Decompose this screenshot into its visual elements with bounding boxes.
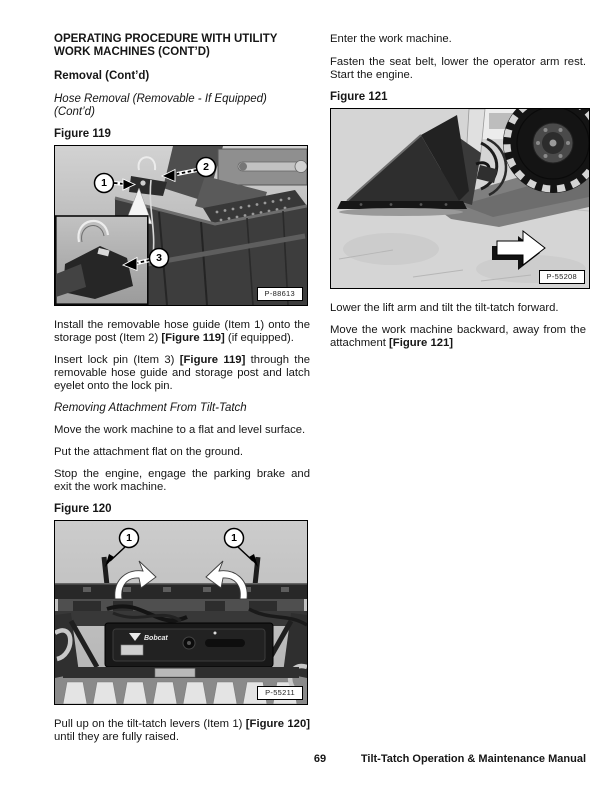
figure-119-illustration bbox=[55, 146, 307, 305]
brand-label: Bobcat bbox=[144, 635, 168, 642]
para-fasten: Fasten the seat belt, lower the operator arm rest. Start the engine. bbox=[330, 56, 586, 81]
photo-id-label: P-88613 bbox=[257, 287, 303, 302]
page-number: 69 bbox=[313, 753, 327, 765]
callout-1-left: 1 bbox=[126, 532, 132, 544]
para-lower-arm: Lower the lift arm and tilt the tilt-tatch forward. bbox=[330, 302, 559, 314]
removal-subheading: Removal (Cont’d) bbox=[54, 70, 150, 82]
right-column bbox=[330, 33, 586, 359]
photo-id-label: P-55211 bbox=[257, 686, 303, 701]
figure-120-illustration bbox=[55, 521, 307, 704]
callout-1-right: 1 bbox=[231, 532, 237, 544]
figure-120-photo bbox=[54, 520, 308, 705]
callout-1: 1 bbox=[101, 177, 107, 189]
figure-119-caption: Figure 119 bbox=[54, 128, 111, 140]
callout-2: 2 bbox=[203, 161, 209, 173]
figure-120-caption: Figure 120 bbox=[54, 503, 112, 515]
figure-121-illustration bbox=[331, 109, 589, 288]
removing-attachment-heading: Removing Attachment From Tilt-Tatch bbox=[54, 402, 247, 414]
para-move-backward: Move the work machine backward, away from the attachment [Figure 121] bbox=[330, 324, 586, 349]
hose-removal-heading: Hose Removal (Removable - If Equipped) (Cont’d) bbox=[54, 93, 267, 118]
callout-3: 3 bbox=[156, 252, 162, 264]
left-column bbox=[54, 33, 310, 753]
para-enter: Enter the work machine. bbox=[330, 33, 452, 45]
para-move-flat: Move the work machine to a flat and level surface. bbox=[54, 424, 306, 436]
photo-id-label: P-55208 bbox=[539, 270, 585, 285]
para-put-flat: Put the attachment flat on the ground. bbox=[54, 446, 244, 458]
figure-121-photo bbox=[330, 108, 590, 289]
para-insert: Insert lock pin (Item 3) [Figure 119] through the removable hose guide and storage post and latch eyelet onto the lock pin. bbox=[54, 354, 311, 392]
figure-119-photo bbox=[54, 145, 308, 306]
section-heading: OPERATING PROCEDURE WITH UTILITY WORK MACHINES (CONT’D) bbox=[54, 33, 278, 58]
figure-121-caption: Figure 121 bbox=[330, 91, 388, 103]
footer-manual-title: Tilt-Tatch Operation & Maintenance Manual bbox=[360, 753, 586, 765]
para-install: Install the removable hose guide (Item 1) onto the storage post (Item 2) [Figure 119] (if equipped). bbox=[54, 319, 310, 344]
para-stop-engine: Stop the engine, engage the parking brake and exit the work machine. bbox=[54, 468, 310, 493]
para-pull-levers: Pull up on the tilt-tatch levers (Item 1) [Figure 120] until they are fully raised. bbox=[54, 718, 311, 743]
